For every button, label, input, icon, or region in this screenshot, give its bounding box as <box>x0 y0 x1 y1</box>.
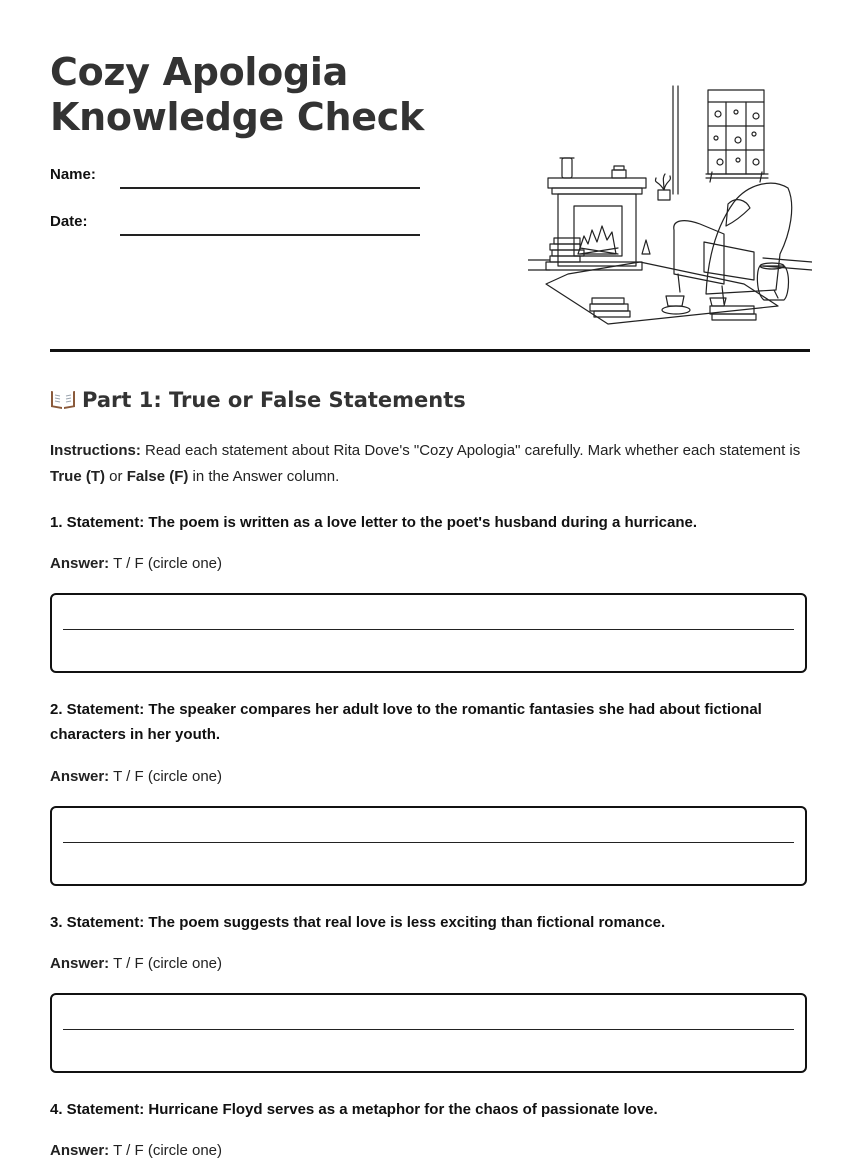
answer-label: Answer: <box>50 1142 110 1159</box>
answer-label: Answer: <box>50 955 110 972</box>
question-3-statement: 3. Statement: The poem suggests that real love is less exciting than fictional romance. <box>50 914 666 931</box>
open-book-icon <box>50 388 76 410</box>
instructions-label: Instructions: <box>50 442 141 459</box>
answer-label: Answer: <box>50 555 110 572</box>
worksheet-title <box>50 50 424 140</box>
question-2-answer-box[interactable] <box>50 806 807 886</box>
title-line-1: Cozy Apologia <box>50 50 348 94</box>
question-2-answer <box>50 768 222 785</box>
date-field[interactable] <box>120 234 420 236</box>
question-3-answer <box>50 955 222 972</box>
instructions-text-3: in the Answer column. <box>192 468 340 485</box>
name-label: Name: <box>50 166 96 183</box>
answer-options: T / F (circle one) <box>113 768 223 785</box>
answer-label: Answer: <box>50 768 110 785</box>
instructions-text-2: or <box>109 468 123 485</box>
writing-line <box>63 629 794 630</box>
title-line-2: Knowledge Check <box>50 95 424 139</box>
instructions-false-label: False (F) <box>126 468 189 485</box>
part1-instructions <box>50 438 810 490</box>
question-2-statement: 2. Statement: The speaker compares her adult love to the romantic fantasies she had about fictional characters in her youth. <box>50 701 762 743</box>
question-3-answer-box[interactable] <box>50 993 807 1073</box>
question-1-answer-box[interactable] <box>50 593 807 673</box>
date-label: Date: <box>50 213 88 230</box>
answer-options: T / F (circle one) <box>113 555 223 572</box>
name-field[interactable] <box>120 187 420 189</box>
question-4-answer <box>50 1142 222 1159</box>
cozy-fireplace-room-illustration <box>528 84 812 328</box>
part1-title <box>50 388 466 412</box>
question-1-statement: 1. Statement: The poem is written as a love letter to the poet's husband during a hurricane. <box>50 514 698 531</box>
header-divider <box>50 349 810 352</box>
instructions-true-label: True (T) <box>50 468 105 485</box>
part1-title-text: Part 1: True or False Statements <box>82 388 466 412</box>
question-4-statement: 4. Statement: Hurricane Floyd serves as a metaphor for the chaos of passionate love. <box>50 1101 658 1118</box>
instructions-text-1: Read each statement about Rita Dove's "Cozy Apologia" carefully. Mark whether each statement is <box>145 442 801 459</box>
answer-options: T / F (circle one) <box>113 955 223 972</box>
answer-options: T / F (circle one) <box>113 1142 223 1159</box>
question-1-answer <box>50 555 222 572</box>
writing-line <box>63 1029 794 1030</box>
writing-line <box>63 842 794 843</box>
